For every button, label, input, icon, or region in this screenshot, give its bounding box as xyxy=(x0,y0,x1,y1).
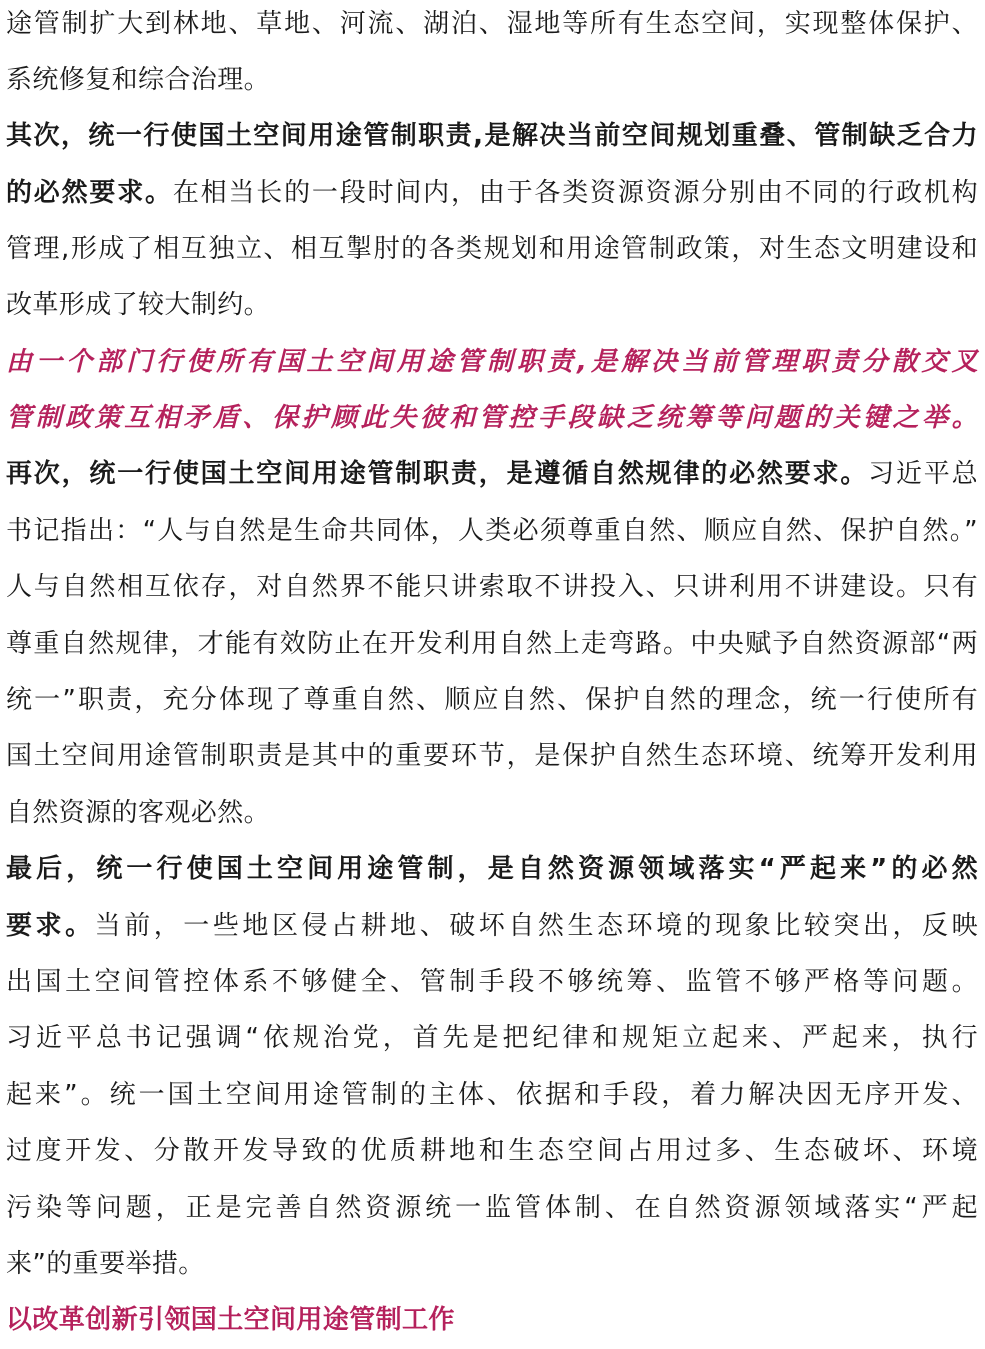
text-line xyxy=(6,221,978,277)
paragraph-lead-line xyxy=(6,841,978,897)
text-line xyxy=(6,1123,978,1179)
text-line xyxy=(6,954,978,1010)
line-text: 国土空间用途管制职责是其中的重要环节，是保护自然生态环境、统筹开发利用 xyxy=(6,741,978,771)
line-text: 自然资源的客观必然。 xyxy=(6,798,271,828)
line-text: 当前，一些地区侵占耕地、破坏自然生态环境的现象比较突出，反映 xyxy=(94,911,978,941)
text-line xyxy=(6,165,978,221)
line-text: 来”的重要举措。 xyxy=(6,1249,205,1279)
line-text: 出国土空间管控体系不够健全、管制手段不够统筹、监管不够严格等问题。 xyxy=(6,967,978,997)
paragraph-lead-line xyxy=(6,108,978,164)
line-text: 管理,形成了相互独立、相互掣肘的各类规划和用途管制政策，对生态文明建设和 xyxy=(6,234,978,264)
section-heading xyxy=(6,1292,455,1348)
line-text: 起来”。统一国土空间用途管制的主体、依据和手段，着力解决因无序开发、 xyxy=(6,1080,978,1110)
line-text: 人与自然相互依存，对自然界不能只讲索取不讲投入、只讲利用不讲建设。只有 xyxy=(6,572,978,602)
text-line xyxy=(6,559,978,615)
text-line xyxy=(6,446,978,502)
line-text: 在相当长的一段时间内，由于各类资源资源分别由不同的行政机构 xyxy=(172,178,978,208)
line-text: 途管制扩大到林地、草地、河流、湖泊、湿地等所有生态空间，实现整体保护、 xyxy=(6,9,978,39)
text-line xyxy=(6,728,978,784)
highlight-line xyxy=(6,390,978,446)
bold-lead: 要求。 xyxy=(6,911,95,941)
text-line xyxy=(6,52,270,108)
line-text: 尊重自然规律，才能有效防止在开发利用自然上走弯路。中央赋予自然资源部“两 xyxy=(6,629,978,659)
text-line xyxy=(6,1010,978,1066)
bold-lead: 其次，统一行使国土空间用途管制职责,是解决当前空间规划重叠、管制缺乏合力 xyxy=(6,121,978,151)
highlight-text: 管制政策互相矛盾、保护顾此失彼和管控手段缺乏统筹等问题的关键之举。 xyxy=(6,403,978,433)
line-text: 习近平总书记强调“依规治党，首先是把纪律和规矩立起来、严起来，执行 xyxy=(6,1023,978,1053)
line-text: 过度开发、分散开发导致的优质耕地和生态空间占用过多、生态破坏、环境 xyxy=(6,1136,978,1166)
text-line xyxy=(6,785,270,841)
highlight-line xyxy=(6,334,978,390)
text-line xyxy=(6,1236,205,1292)
line-text: 改革形成了较大制约。 xyxy=(6,290,271,320)
text-line xyxy=(6,672,978,728)
text-line xyxy=(6,1180,978,1236)
bold-lead: 的必然要求。 xyxy=(6,178,173,208)
text-line xyxy=(6,503,978,559)
line-text: 系统修复和综合治理。 xyxy=(6,65,271,95)
bold-lead: 最后，统一行使国土空间用途管制，是自然资源领域落实“严起来”的必然 xyxy=(6,854,978,884)
line-text: 习近平总 xyxy=(868,459,978,489)
line-text: 统一”职责，充分体现了尊重自然、顺应自然、保护自然的理念，统一行使所有 xyxy=(6,685,978,715)
bold-lead: 再次，统一行使国土空间用途管制职责，是遵循自然规律的必然要求。 xyxy=(6,459,869,489)
line-text: 书记指出：“人与自然是生命共同体，人类必须尊重自然、顺应自然、保护自然。” xyxy=(6,516,978,546)
text-line xyxy=(6,1067,978,1123)
line-text: 污染等问题，正是完善自然资源统一监管体制、在自然资源领域落实“严起 xyxy=(6,1193,978,1223)
section-heading-text: 以改革创新引领国土空间用途管制工作 xyxy=(6,1305,455,1335)
highlight-text: 由一个部门行使所有国土空间用途管制职责,是解决当前管理职责分散交叉 xyxy=(6,347,978,377)
text-line xyxy=(6,277,270,333)
text-line xyxy=(6,898,978,954)
text-line xyxy=(6,616,978,672)
text-line xyxy=(6,0,978,52)
